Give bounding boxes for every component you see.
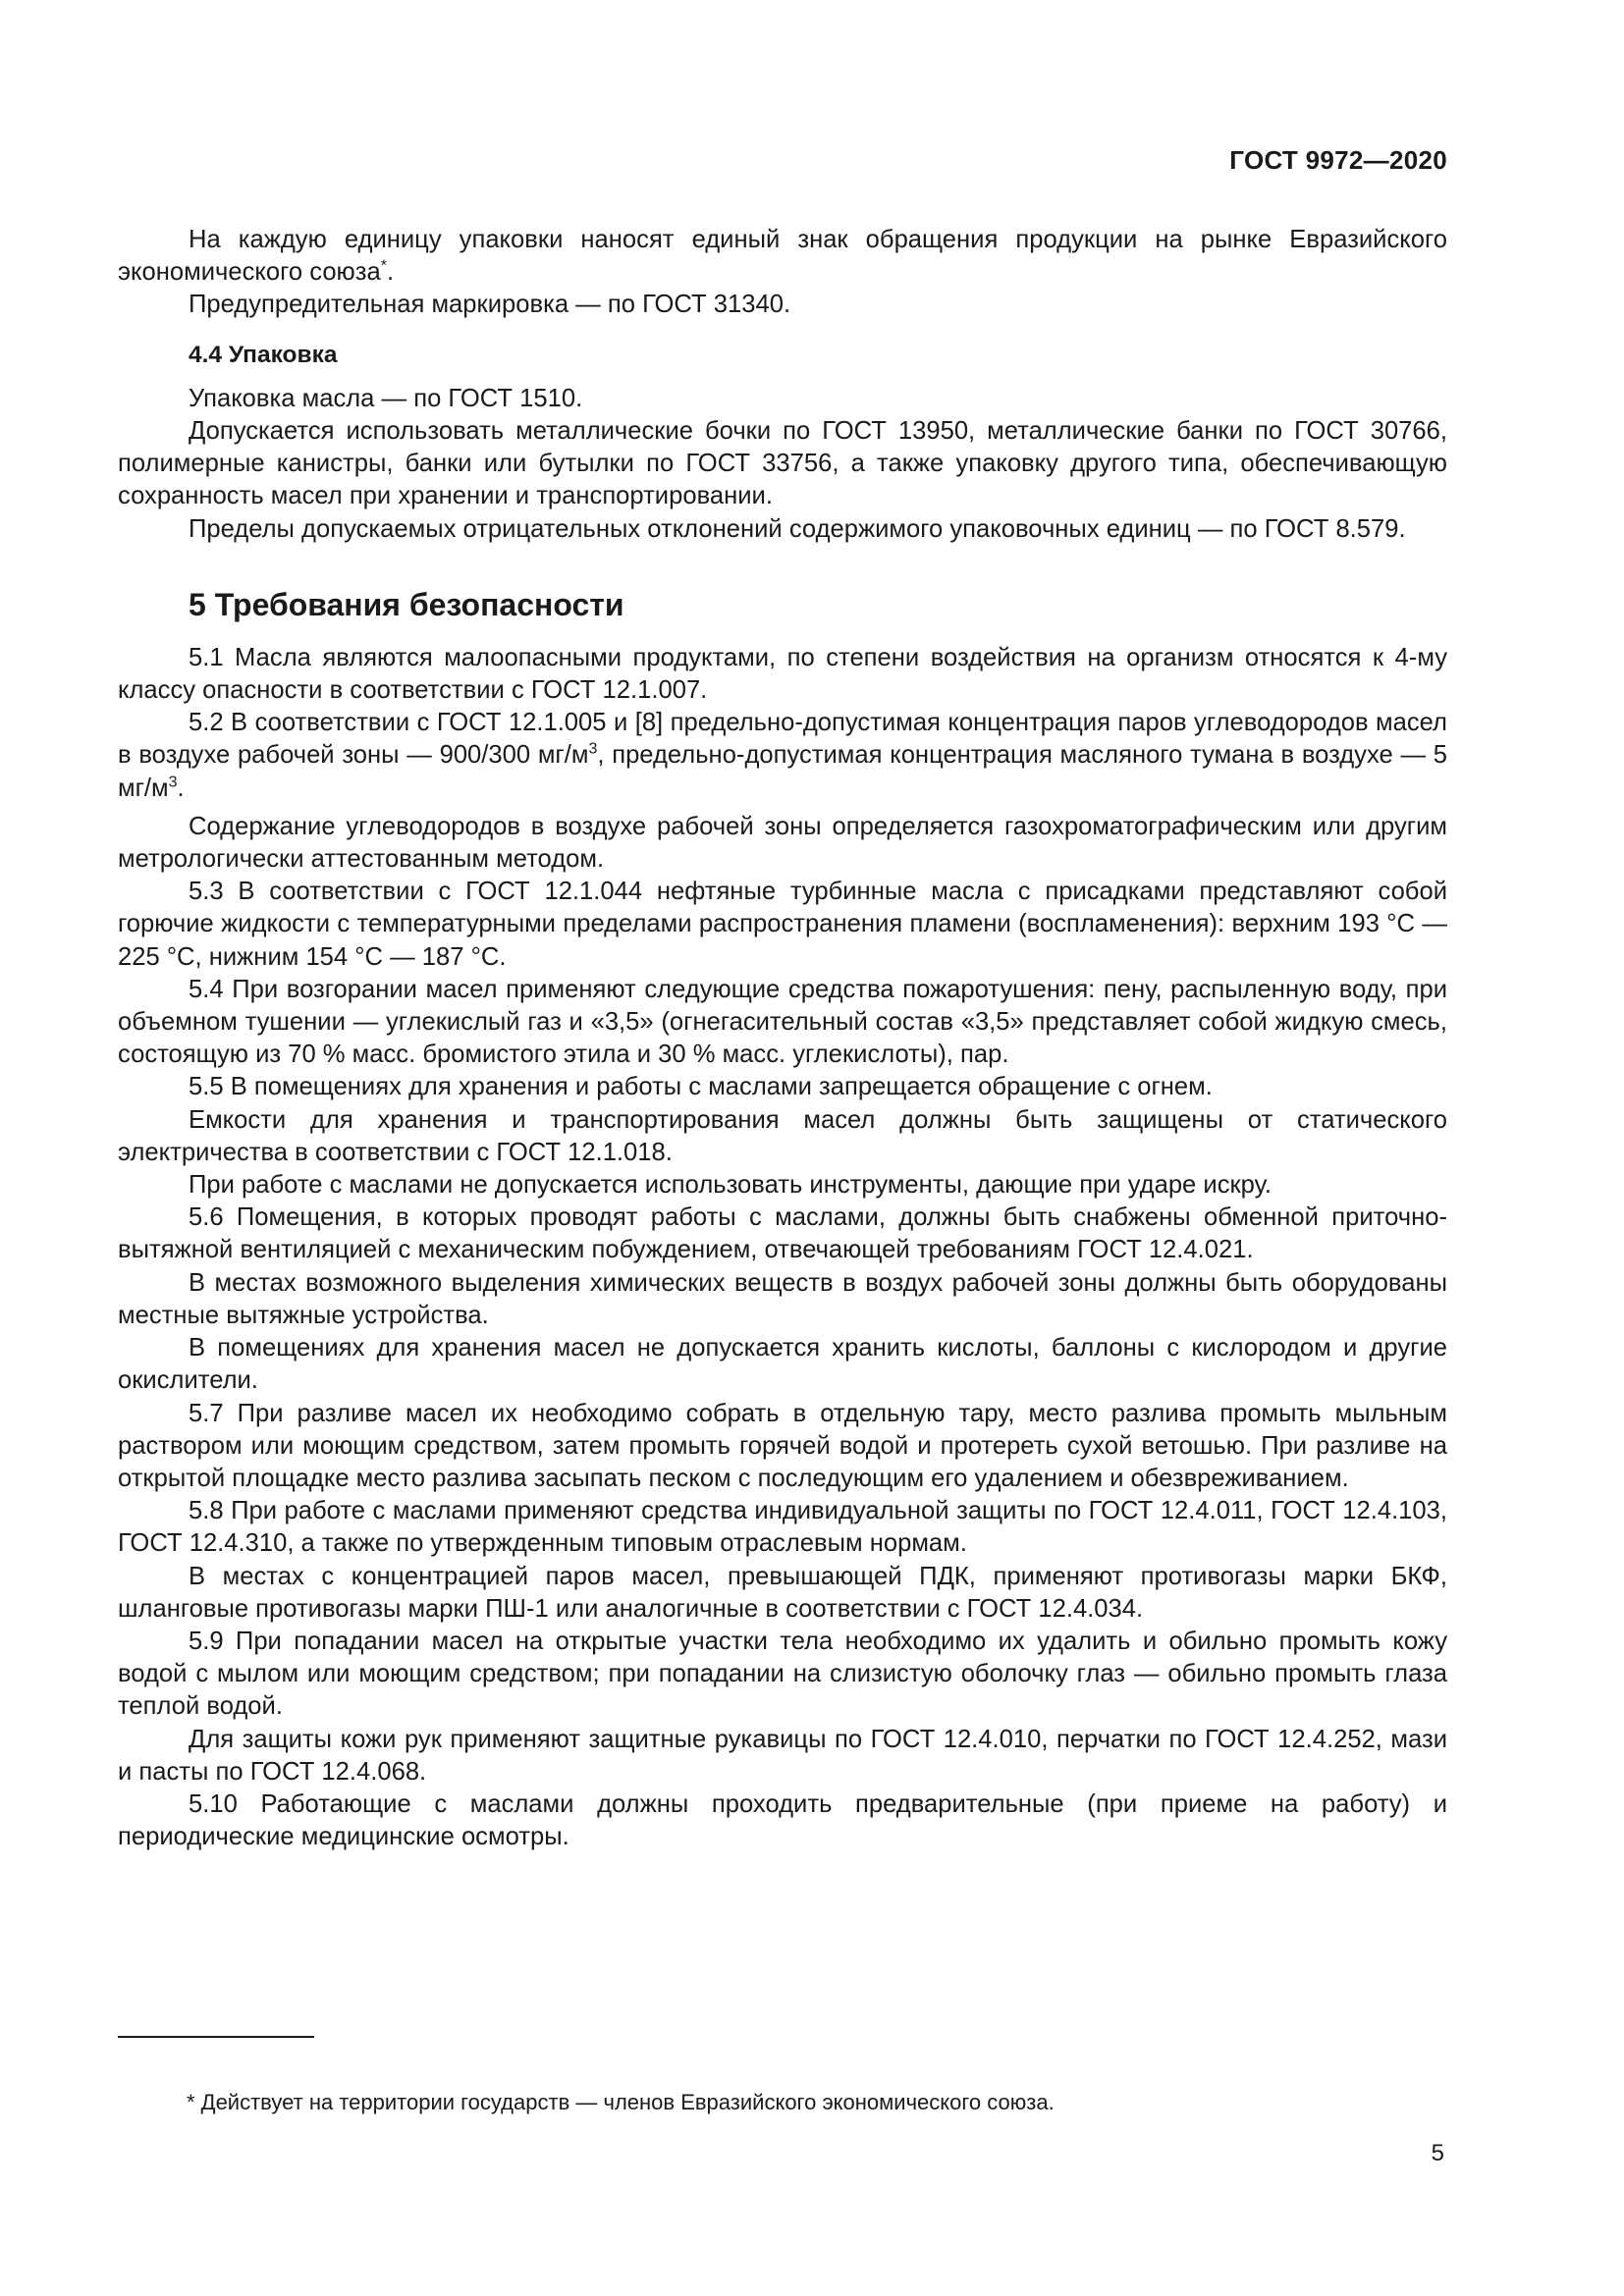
paragraph: При работе с маслами не допускается использовать инструменты, дающие при ударе искру. (189, 1171, 1272, 1200)
subsection-4-4-body (118, 383, 1447, 546)
paragraph-warning-marking: Предупредительная маркировка — по ГОСТ 31340. (189, 291, 791, 319)
paragraph-5-10: 5.10 Работающие с маслами должны проходить предварительные (при приеме на работу) и периодические медицинские осмотры. (118, 1789, 1447, 1851)
paragraph-end: . (177, 774, 185, 802)
paragraph-eac-marking (118, 224, 1447, 289)
paragraph-text: 5.2 В соответствии с ГОСТ 12.1.005 и [8] предельно-допустимая концентрация паров углеводородов масел в воздухе рабочей зоны — 900/300 мг/м (118, 709, 1447, 770)
paragraph: Пределы допускаемых отрицательных отклонений содержимого упаковочных единиц — по ГОСТ 8.579. (189, 514, 1406, 543)
paragraph: В помещениях для хранения масел не допускается хранить кислоты, баллоны с кислородом и другие окислители. (118, 1334, 1447, 1395)
paragraph-end: . (386, 258, 395, 287)
paragraph-5-1: 5.1 Масла являются малоопасными продуктами, по степени воздействия на организм относятся к 4-му классу опасности в соответствии с ГОСТ 12.1.007. (118, 643, 1447, 705)
superscript: 3 (168, 774, 178, 791)
paragraph-5-8: 5.8 При работе с маслами применяют средства индивидуальной защиты по ГОСТ 12.4.011, ГОСТ 12.4.103, ГОСТ 12.4.310, а также по утвержденным типовым отраслевым нормам. (118, 1497, 1447, 1558)
page-content (118, 224, 1447, 1853)
footnote: * Действует на территории государств — членов Евразийского экономического союза. (187, 2090, 1055, 2114)
page-number: 5 (1431, 2140, 1444, 2166)
footnote-separator (118, 2036, 314, 2038)
paragraph: В местах с концентрацией паров масел, превышающей ПДК, применяют противогазы марки БКФ, шланговые противогазы марки ПШ-1 или аналогичные в соответствии с ГОСТ 12.4.034. (118, 1562, 1447, 1623)
superscript: 3 (588, 740, 598, 758)
paragraph-text: , предельно-допустимая концентрация масляного тумана в воздухе — 5 мг/м (118, 741, 1447, 802)
paragraph-5-5: 5.5 В помещениях для хранения и работы с маслами запрещается обращение с огнем. (189, 1073, 1213, 1101)
paragraph: Содержание углеводородов в воздухе рабочей зоны определяется газохроматографическим или другим метрологически аттестованным методом. (118, 812, 1447, 874)
paragraph-text: На каждую единицу упаковки наносят единый знак обращения продукции на рынке Евразийского экономического союза (118, 226, 1447, 287)
section-5-body (118, 642, 1447, 1854)
document-code-header: ГОСТ 9972—2020 (1229, 145, 1447, 175)
paragraph-5-6: 5.6 Помещения, в которых проводят работы с маслами, должны быть снабжены обменной приточно-вытяжной вентиляцией с механическим побуждением, отвечающей требованиям ГОСТ 12.4.021. (118, 1203, 1447, 1264)
subsection-heading-4-4: 4.4 Упаковка (189, 341, 338, 368)
section-heading-5: 5 Требования безопасности (189, 586, 624, 622)
paragraph-5-4: 5.4 При возгорании масел применяют следующие средства пожаротушения: пену, распыленную воду, при объемном тушении — углекислый газ и «3,5» (огнегасительный состав «3,5» представляет собой жидкую смесь, состоящую из 70 % масс. бромистого этила и 30 % масс. углекислоты), пар. (118, 975, 1447, 1069)
footnote-reference: * (380, 257, 387, 275)
paragraph-5-9: 5.9 При попадании масел на открытые участки тела необходимо их удалить и обильно промыть кожу водой с мылом или моющим средством; при попадании на слизистую оболочку глаз — обильно промыть глаза теплой водой. (118, 1627, 1447, 1721)
paragraph-5-2 (118, 707, 1447, 805)
paragraph: Емкости для хранения и транспортирования масел должны быть защищены от статического электричества в соответствии с ГОСТ 12.1.018. (118, 1105, 1447, 1166)
paragraph: Для защиты кожи рук применяют защитные рукавицы по ГОСТ 12.4.010, перчатки по ГОСТ 12.4.252, мази и пасты по ГОСТ 12.4.068. (118, 1725, 1447, 1786)
paragraph-5-3: 5.3 В соответствии с ГОСТ 12.1.044 нефтяные турбинные масла с присадками представляют собой горючие жидкости с температурными пределами распространения пламени (воспламенения): верхним 193 °С — 225 °С, нижним 154 °С — 187 °С. (118, 878, 1447, 971)
paragraph: В местах возможного выделения химических веществ в воздух рабочей зоны должны быть оборудованы местные вытяжные устройства. (118, 1268, 1447, 1329)
paragraph: Упаковка масла — по ГОСТ 1510. (189, 384, 583, 412)
paragraph: Допускается использовать металлические бочки по ГОСТ 13950, металлические банки по ГОСТ 30766, полимерные канистры, банки или бутылки по ГОСТ 33756, а также упаковку другого типа, обеспечивающую сохранность масел при хранении и транспортировании. (118, 417, 1447, 510)
paragraph-5-7: 5.7 При разливе масел их необходимо собрать в отдельную тару, место разлива промыть мыльным раствором или моющим средством, затем промыть горячей водой и протереть сухой ветошью. При разливе на открытой площадке место разлива засыпать песком с последующим его удалением и обезвреживанием. (118, 1399, 1447, 1492)
